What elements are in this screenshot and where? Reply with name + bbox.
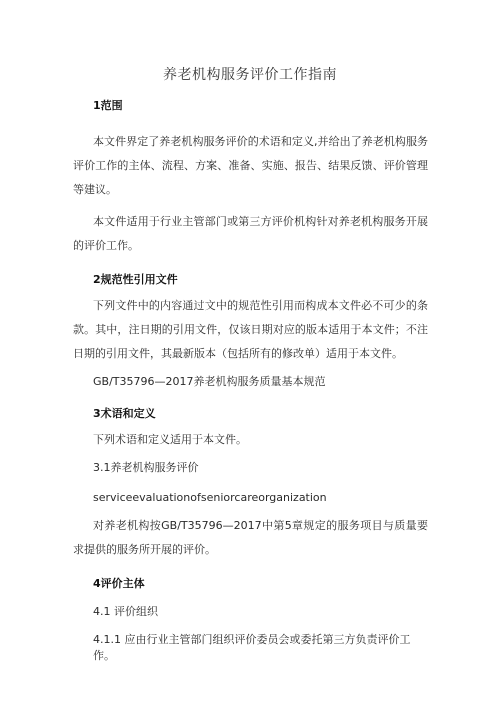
- normative-reference: GB/T35796—2017养老机构服务质量基本规范: [93, 375, 326, 388]
- section-4-heading: 4评价主体: [93, 577, 145, 590]
- subsection-4-1: 4.1 评价组织: [93, 605, 158, 618]
- document-title: 养老机构服务评价工作指南: [163, 67, 337, 83]
- section-3-heading: 3术语和定义: [93, 407, 156, 420]
- document-body: [73, 96, 428, 664]
- term-english: serviceevaluationofseniorcareorganization: [93, 491, 327, 504]
- section-1-paragraph-1: 本文件界定了养老机构服务评价的术语和定义,并给出了养老机构服务评价工作的主体、流程、方案、准备、实施、报告、结果反馈、评价管理等建议。: [73, 135, 428, 196]
- section-1-heading: 1范围: [93, 99, 123, 112]
- term-definition: 对养老机构按GB/T35796—2017中第5章规定的服务项目与质量要求提供的服务所开展的评价。: [73, 519, 428, 556]
- section-2-paragraph-1: 下列文件中的内容通过文中的规范性引用而构成本文件必不可少的条款。其中，注日期的引用文件，仅该日期对应的版本适用于本文件；不注日期的引用文件，其最新版本（包括所有的修改单）适用于本文件。: [73, 299, 428, 360]
- clause-4-1-1: 4.1.1 应由行业主管部门组织评价委员会或委托第三方负责评价工作。: [93, 633, 411, 662]
- term-chinese: 3.1养老机构服务评价: [93, 461, 199, 474]
- section-2-heading: 2规范性引用文件: [93, 273, 178, 286]
- section-1-paragraph-2: 本文件适用于行业主管部门或第三方评价机构针对养老机构服务开展的评价工作。: [73, 215, 428, 252]
- section-3-paragraph-1: 下列术语和定义适用于本文件。: [93, 433, 247, 446]
